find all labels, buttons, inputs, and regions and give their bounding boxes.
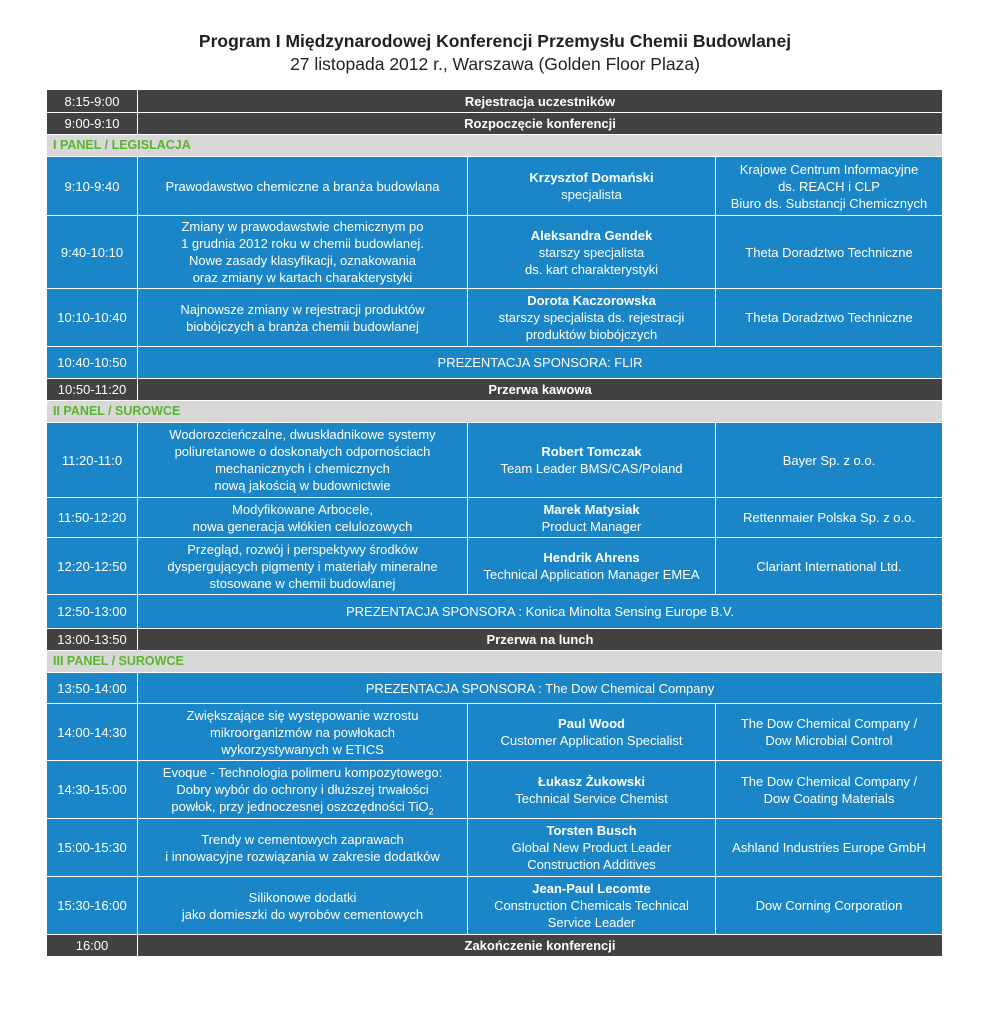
schedule-row (47, 347, 943, 379)
organization-line: Bayer Sp. z o.o. (782, 452, 876, 468)
topic-line: Modyfikowane Arbocele, (232, 501, 373, 517)
schedule-row (47, 423, 943, 498)
panel-header-row (47, 651, 943, 673)
speaker-cell (468, 498, 716, 538)
organization-line: Dow Corning Corporation (755, 898, 903, 913)
speaker-name: Paul Wood (558, 716, 625, 731)
topic-line: Trendy w cementowych zaprawach (201, 831, 404, 847)
session-title: Zakończenie konferencji (138, 935, 943, 957)
panel-header-row (47, 401, 943, 423)
session-title: Przerwa kawowa (138, 379, 943, 401)
topic-line: wykorzystywanych w ETICS (221, 741, 384, 757)
organization-cell (716, 216, 943, 289)
speaker-name: Torsten Busch (546, 823, 637, 838)
topic-cell (138, 498, 468, 538)
session-title: Rozpoczęcie konferencji (138, 113, 943, 135)
speaker-role: starszy specjalista ds. rejestracji (498, 310, 685, 325)
time-cell: 11:50-12:20 (47, 498, 138, 538)
time-cell: 12:50-13:00 (47, 595, 138, 629)
topic-line: nową jakością w budownictwie (214, 478, 391, 493)
organization-cell (716, 704, 943, 761)
organization-cell (716, 157, 943, 216)
time-cell: 15:00-15:30 (47, 819, 138, 877)
speaker-name: Jean-Paul Lecomte (532, 881, 651, 896)
topic-line: 1 grudnia 2012 roku w chemii budowlanej. (181, 236, 424, 251)
speaker-name: Krzysztof Domański (529, 170, 654, 185)
organization-line: Theta Doradztwo Techniczne (745, 310, 913, 325)
schedule-row (47, 819, 943, 877)
speaker-role: produktów biobójczych (525, 327, 658, 342)
speaker-cell (468, 704, 716, 761)
time-cell: 16:00 (47, 935, 138, 957)
time-cell: 13:00-13:50 (47, 629, 138, 651)
speaker-name: Marek Matysiak (543, 501, 640, 517)
topic-cell (138, 216, 468, 289)
topic-line: Dobry wybór do ochrony i dłuższej trwałości (176, 782, 429, 797)
organization-cell (716, 423, 943, 498)
schedule-row (47, 595, 943, 629)
speaker-role: Service Leader (547, 915, 636, 930)
time-cell: 10:40-10:50 (47, 347, 138, 379)
speaker-name: Hendrik Ahrens (543, 550, 640, 565)
time-cell: 13:50-14:00 (47, 673, 138, 704)
page-title: Program I Międzynarodowej Konferencji Przemysłu Chemii Budowlanej (198, 31, 792, 51)
speaker-name: Aleksandra Gendek (530, 227, 653, 243)
speaker-role: Team Leader BMS/CAS/Poland (500, 461, 683, 476)
panel-title: II PANEL / SUROWCE (47, 401, 943, 423)
speaker-role: Customer Application Specialist (500, 733, 683, 748)
program-table-body (47, 90, 943, 957)
organization-cell (716, 289, 943, 347)
panel-title: III PANEL / SUROWCE (47, 651, 943, 673)
speaker-cell (468, 877, 716, 935)
time-cell: 14:00-14:30 (47, 704, 138, 761)
schedule-row (47, 673, 943, 704)
speaker-role: specjalista (561, 187, 622, 202)
organization-line: Biuro ds. Substancji Chemicznych (730, 195, 928, 211)
speaker-cell (468, 289, 716, 347)
topic-cell (138, 761, 468, 819)
organization-line: Ashland Industries Europe GmbH (732, 840, 926, 855)
topic-line: Najnowsze zmiany w rejestracji produktów (180, 301, 425, 317)
topic-cell (138, 819, 468, 877)
topic-cell (138, 704, 468, 761)
schedule-row (47, 877, 943, 935)
speaker-cell (468, 819, 716, 877)
topic-cell (138, 877, 468, 935)
sponsor-presentation: PREZENTACJA SPONSORA : The Dow Chemical Company (138, 673, 943, 704)
speaker-role: Technical Application Manager EMEA (483, 567, 700, 582)
time-cell: 10:10-10:40 (47, 289, 138, 347)
topic-line: dyspergujących pigmenty i materiały mineralne (167, 558, 438, 574)
organization-cell (716, 538, 943, 595)
time-cell: 11:20-11:0 (47, 423, 138, 498)
topic-cell (138, 289, 468, 347)
schedule-row (47, 289, 943, 347)
speaker-name: Robert Tomczak (541, 444, 642, 459)
schedule-row (47, 90, 943, 113)
topic-line: Silikonowe dodatki (248, 889, 357, 905)
organization-cell (716, 498, 943, 538)
schedule-row (47, 498, 943, 538)
speaker-role: Technical Service Chemist (515, 790, 668, 806)
topic-line: Zmiany w prawodawstwie chemicznym po (181, 219, 424, 234)
topic-line: Prawodawstwo chemiczne a branża budowlana (165, 178, 440, 194)
topic-line: jako domieszki do wyrobów cementowych (181, 906, 424, 922)
speaker-role: starszy specjalista (538, 244, 645, 260)
topic-line: oraz zmiany w kartach charakterystyki (192, 270, 413, 285)
organization-line: Dow Microbial Control (765, 733, 893, 748)
time-cell: 9:40-10:10 (47, 216, 138, 289)
schedule-row (47, 538, 943, 595)
topic-line: powłok, przy jednoczesnej oszczędności TiO (171, 799, 429, 814)
speaker-role: ds. kart charakterystyki (525, 261, 658, 277)
speaker-cell (468, 423, 716, 498)
topic-line: biobójczych a branża chemii budowlanej (186, 318, 419, 334)
schedule-row (47, 113, 943, 135)
schedule-row (47, 629, 943, 651)
panel-header-row (47, 135, 943, 157)
organization-cell (716, 761, 943, 819)
schedule-row (47, 935, 943, 957)
organization-cell (716, 819, 943, 877)
page-subtitle: 27 listopada 2012 r., Warszawa (Golden Floor Plaza) (290, 54, 700, 74)
organization-line: The Dow Chemical Company / (740, 716, 918, 731)
speaker-cell (468, 538, 716, 595)
speaker-role: Construction Additives (527, 857, 656, 872)
speaker-cell (468, 157, 716, 216)
schedule-row (47, 704, 943, 761)
speaker-name: Dorota Kaczorowska (527, 293, 656, 308)
organization-line: Rettenmaier Polska Sp. z o.o. (743, 510, 915, 525)
speaker-cell (468, 216, 716, 289)
schedule-row (47, 379, 943, 401)
time-cell: 8:15-9:00 (47, 90, 138, 113)
program-table (46, 89, 943, 957)
topic-line: poliuretanowe o doskonałych odpornościach (174, 444, 431, 459)
schedule-row (47, 216, 943, 289)
speaker-role: Product Manager (541, 518, 642, 534)
time-cell: 9:00-9:10 (47, 113, 138, 135)
subscript: 2 (428, 806, 434, 817)
organization-line: Krajowe Centrum Informacyjne (739, 161, 919, 177)
organization-line: Clariant International Ltd. (756, 558, 902, 574)
topic-line: i innowacyjne rozwiązania w zakresie dodatków (165, 848, 440, 864)
topic-line: Nowe zasady klasyfikacji, oznakowania (189, 253, 416, 268)
speaker-name: Łukasz Żukowski (538, 773, 645, 789)
speaker-role: Construction Chemicals Technical (494, 898, 689, 913)
organization-line: ds. REACH i CLP (778, 178, 880, 194)
topic-line-with-sub (142, 798, 463, 815)
page-header (0, 30, 990, 76)
schedule-row (47, 761, 943, 819)
topic-cell (138, 423, 468, 498)
speaker-cell (468, 761, 716, 819)
topic-line: Zwiększające się występowanie wzrostu (186, 707, 419, 723)
session-title: Rejestracja uczestników (138, 90, 943, 113)
topic-line: Wodorozcieńczalne, dwuskładnikowe systemy (169, 427, 436, 442)
topic-cell (138, 157, 468, 216)
time-cell: 9:10-9:40 (47, 157, 138, 216)
schedule-row (47, 157, 943, 216)
topic-line: stosowane w chemii budowlanej (209, 575, 396, 591)
topic-line: nowa generacja włókien celulozowych (192, 518, 413, 534)
panel-title: I PANEL / LEGISLACJA (47, 135, 943, 157)
speaker-role: Global New Product Leader (511, 840, 672, 855)
time-cell: 10:50-11:20 (47, 379, 138, 401)
time-cell: 12:20-12:50 (47, 538, 138, 595)
topic-line: mikroorganizmów na powłokach (210, 724, 395, 740)
time-cell: 15:30-16:00 (47, 877, 138, 935)
organization-cell (716, 877, 943, 935)
sponsor-presentation: PREZENTACJA SPONSORA: FLIR (138, 347, 943, 379)
topic-line: mechanicznych i chemicznych (215, 461, 390, 476)
topic-cell (138, 538, 468, 595)
session-title: Przerwa na lunch (138, 629, 943, 651)
organization-line: Theta Doradztwo Techniczne (745, 244, 913, 260)
organization-line: The Dow Chemical Company / (740, 773, 918, 789)
topic-line: Przegląd, rozwój i perspektywy środków (187, 541, 418, 557)
time-cell: 14:30-15:00 (47, 761, 138, 819)
topic-line: Evoque - Technologia polimeru kompozytowego: (162, 765, 443, 780)
sponsor-presentation: PREZENTACJA SPONSORA : Konica Minolta Sensing Europe B.V. (138, 595, 943, 629)
organization-line: Dow Coating Materials (763, 790, 895, 806)
